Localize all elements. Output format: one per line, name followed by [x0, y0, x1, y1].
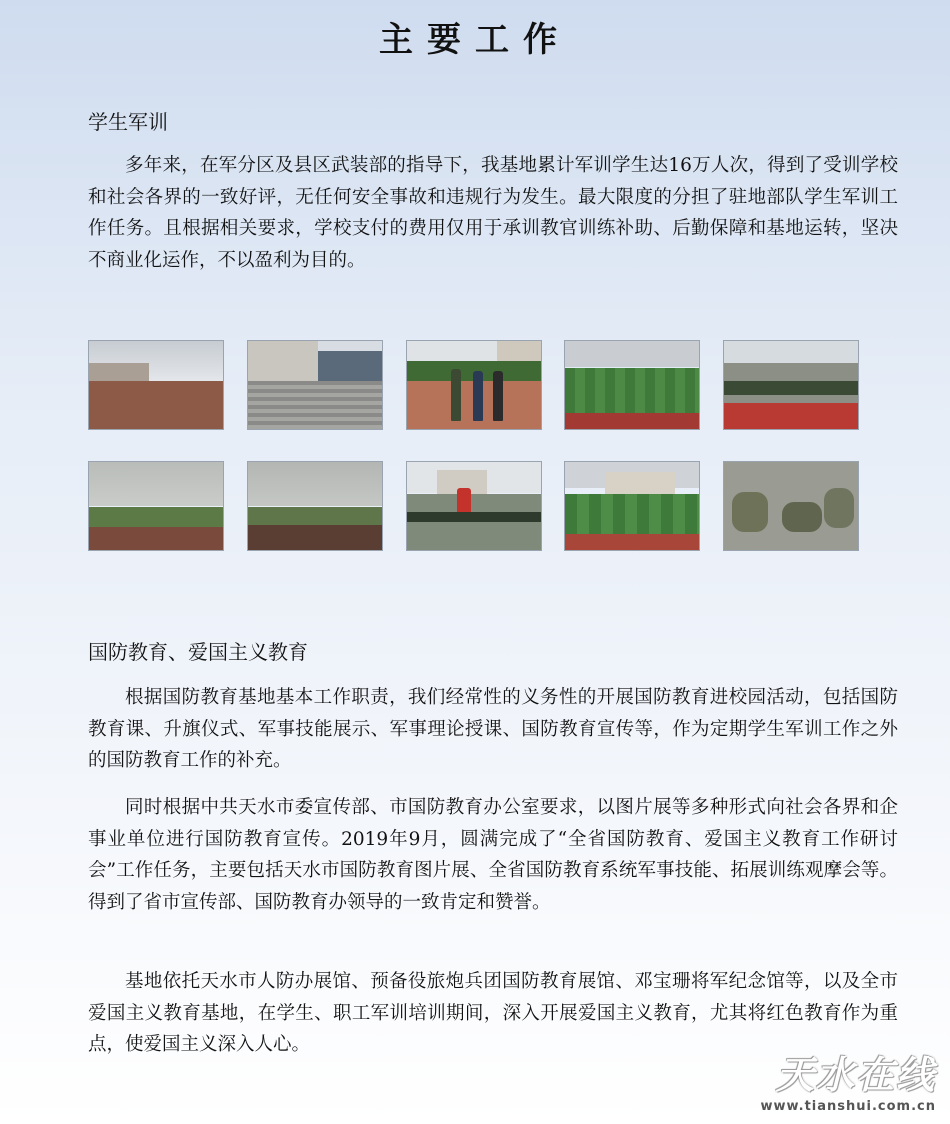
watermark-url: www.tianshui.com.cn	[760, 1099, 936, 1114]
section-heading-defense-education: 国防教育、爱国主义教育	[88, 640, 308, 664]
paragraph-defense-education-1: 根据国防教育基地基本工作职责，我们经常性的义务性的开展国防教育进校园活动，包括国防教育课、升旗仪式、军事技能展示、军事理论授课、国防教育宣传等，作为定期学生军训工作之外的国防教育工作的补充。	[88, 687, 898, 771]
photo-flag-march	[406, 461, 542, 551]
photo-campus-field	[564, 461, 700, 551]
photo-foggy-field-1	[88, 461, 224, 551]
photo-foggy-field-2	[247, 461, 383, 551]
section-heading-military-training: 学生军训	[88, 110, 168, 134]
watermark-logo: 天水在线	[775, 1052, 936, 1097]
photo-stadium-stage	[88, 340, 224, 430]
photo-formation-review	[723, 340, 859, 430]
paragraph-military-training: 多年来，在军分区及县区武装部的指导下，我基地累计军训学生达16万人次，得到了受训学校和社会各界的一致好评，无任何安全事故和违规行为发生。最大限度的分担了驻地部队学生军训工作任务。且根据相关要求，学校支付的费用仅用于承训教官训练补助、后勤保障和基地运转，坚决不商业化运作，不以盈利为目的。	[88, 155, 898, 271]
paragraph-defense-education-2: 同时根据中共天水市委宣传部、市国防教育办公室要求，以图片展等多种形式向社会各界和企事业单位进行国防教育宣传。2019年9月，圆满完成了“全省国防教育、爱国主义教育工作研讨会”工作任务，主要包括天水市国防教育图片展、全省国防教育系统军事技能、拓展训练观摩会等。得到了省市宣传部、国防教育办领导的一致肯定和赞誉。	[88, 797, 898, 913]
photo-field-parade	[564, 340, 700, 430]
photo-building-steps	[247, 340, 383, 430]
photo-crawling-drill	[723, 461, 859, 551]
page-title: 主要工作	[379, 20, 571, 60]
paragraph-defense-education-3: 基地依托天水市人防办展馆、预备役旅炮兵团国防教育展馆、邓宝珊将军纪念馆等，以及全市爱国主义教育基地，在学生、职工军训培训期间，深入开展爱国主义教育，尤其将红色教育作为重点，使爱国主义深入人心。	[88, 971, 898, 1055]
site-watermark	[760, 1044, 936, 1114]
photo-officials-walking	[406, 340, 542, 430]
